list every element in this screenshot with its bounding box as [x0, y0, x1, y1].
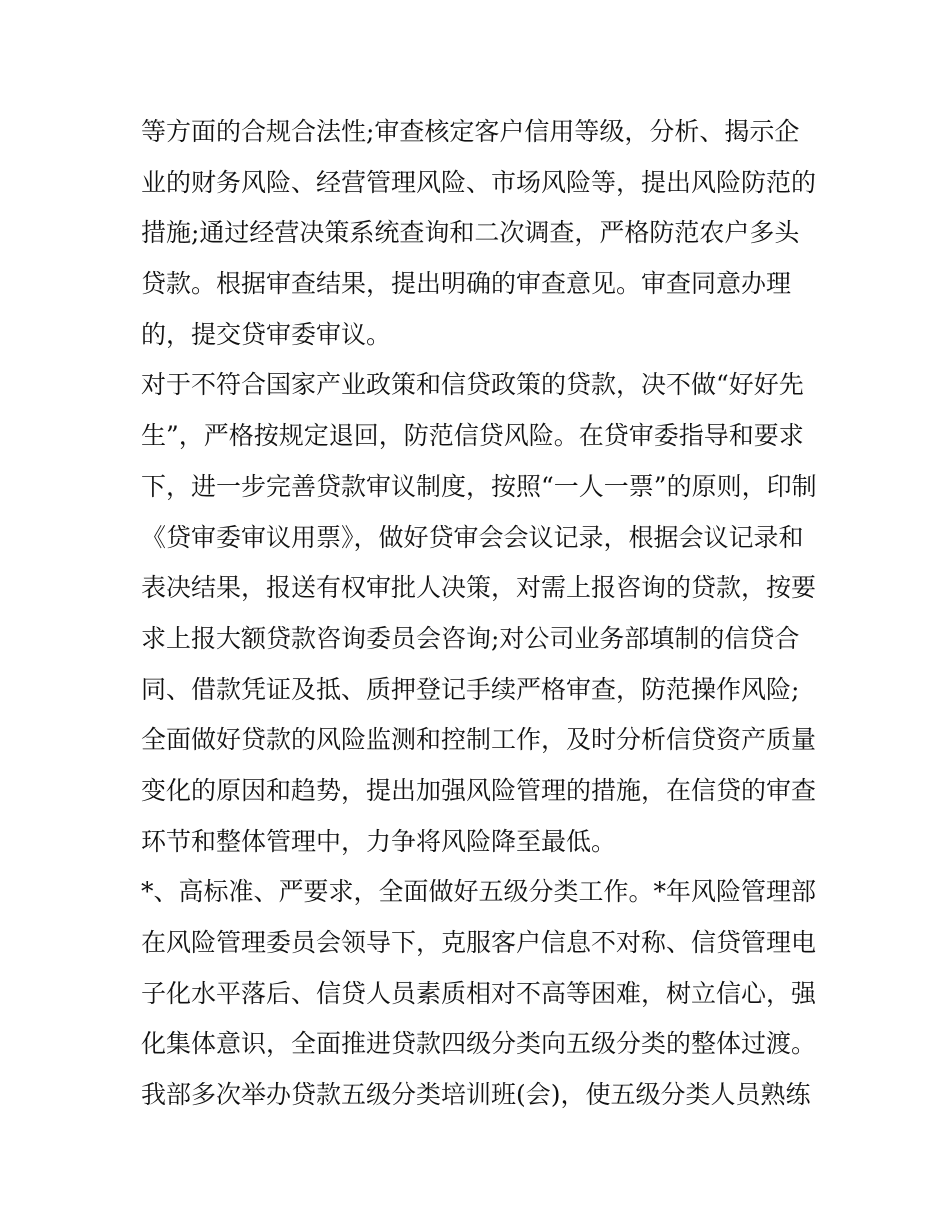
text-line: 等方面的合规合法性;审查核定客户信用等级，分析、揭示企	[141, 117, 800, 146]
text-line: 生”，严格按规定退回，防范信贷风险。在贷审委指导和要求	[141, 421, 804, 451]
text-line: 业的财务风险、经营管理风险、市场风险等，提出风险防范的	[141, 167, 817, 197]
text-line: *、高标准、严要求，全面做好五级分类工作。*年风险管理部	[141, 877, 817, 907]
text-line: 子化水平落后、信贷人员素质相对不高等困难，树立信心，强	[141, 978, 817, 1008]
text-line: 贷款。根据审查结果，提出明确的审查意见。审查同意办理	[141, 269, 792, 299]
text-line: 在风险管理委员会领导下，克服客户信息不对称、信贷管理电	[141, 928, 817, 957]
text-line: 化集体意识，全面推进贷款四级分类向五级分类的整体过渡。	[141, 1029, 817, 1059]
text-line: 《贷审委审议用票》，做好贷审会会议记录，根据会议记录和	[141, 522, 804, 552]
text-line: 变化的原因和趋势，提出加强风险管理的措施，在信贷的审查	[141, 775, 817, 805]
text-line: 环节和整体管理中，力争将风险降至最低。	[141, 826, 617, 856]
text-line: 对于不符合国家产业政策和信贷政策的贷款，决不做“好好先	[141, 370, 804, 400]
text-line: 表决结果，报送有权审批人决策，对需上报咨询的贷款，按要	[141, 573, 817, 603]
text-line: 全面做好贷款的风险监测和控制工作，及时分析信贷资产质量	[141, 725, 817, 755]
text-line: 下，进一步完善贷款审议制度，按照“一人一票”的原则，印制	[141, 471, 817, 501]
body-text	[141, 107, 821, 1121]
text-line: 措施;通过经营决策系统查询和二次调查，严格防范农户多头	[141, 218, 800, 248]
text-line: 求上报大额贷款咨询委员会咨询;对公司业务部填制的信贷合	[141, 623, 800, 653]
text-line: 我部多次举办贷款五级分类培训班(会)，使五级分类人员熟练	[141, 1080, 811, 1110]
text-line: 的，提交贷审委审议。	[141, 319, 392, 349]
text-line: 同、借款凭证及抵、质押登记手续严格审查，防范操作风险;	[141, 674, 800, 704]
